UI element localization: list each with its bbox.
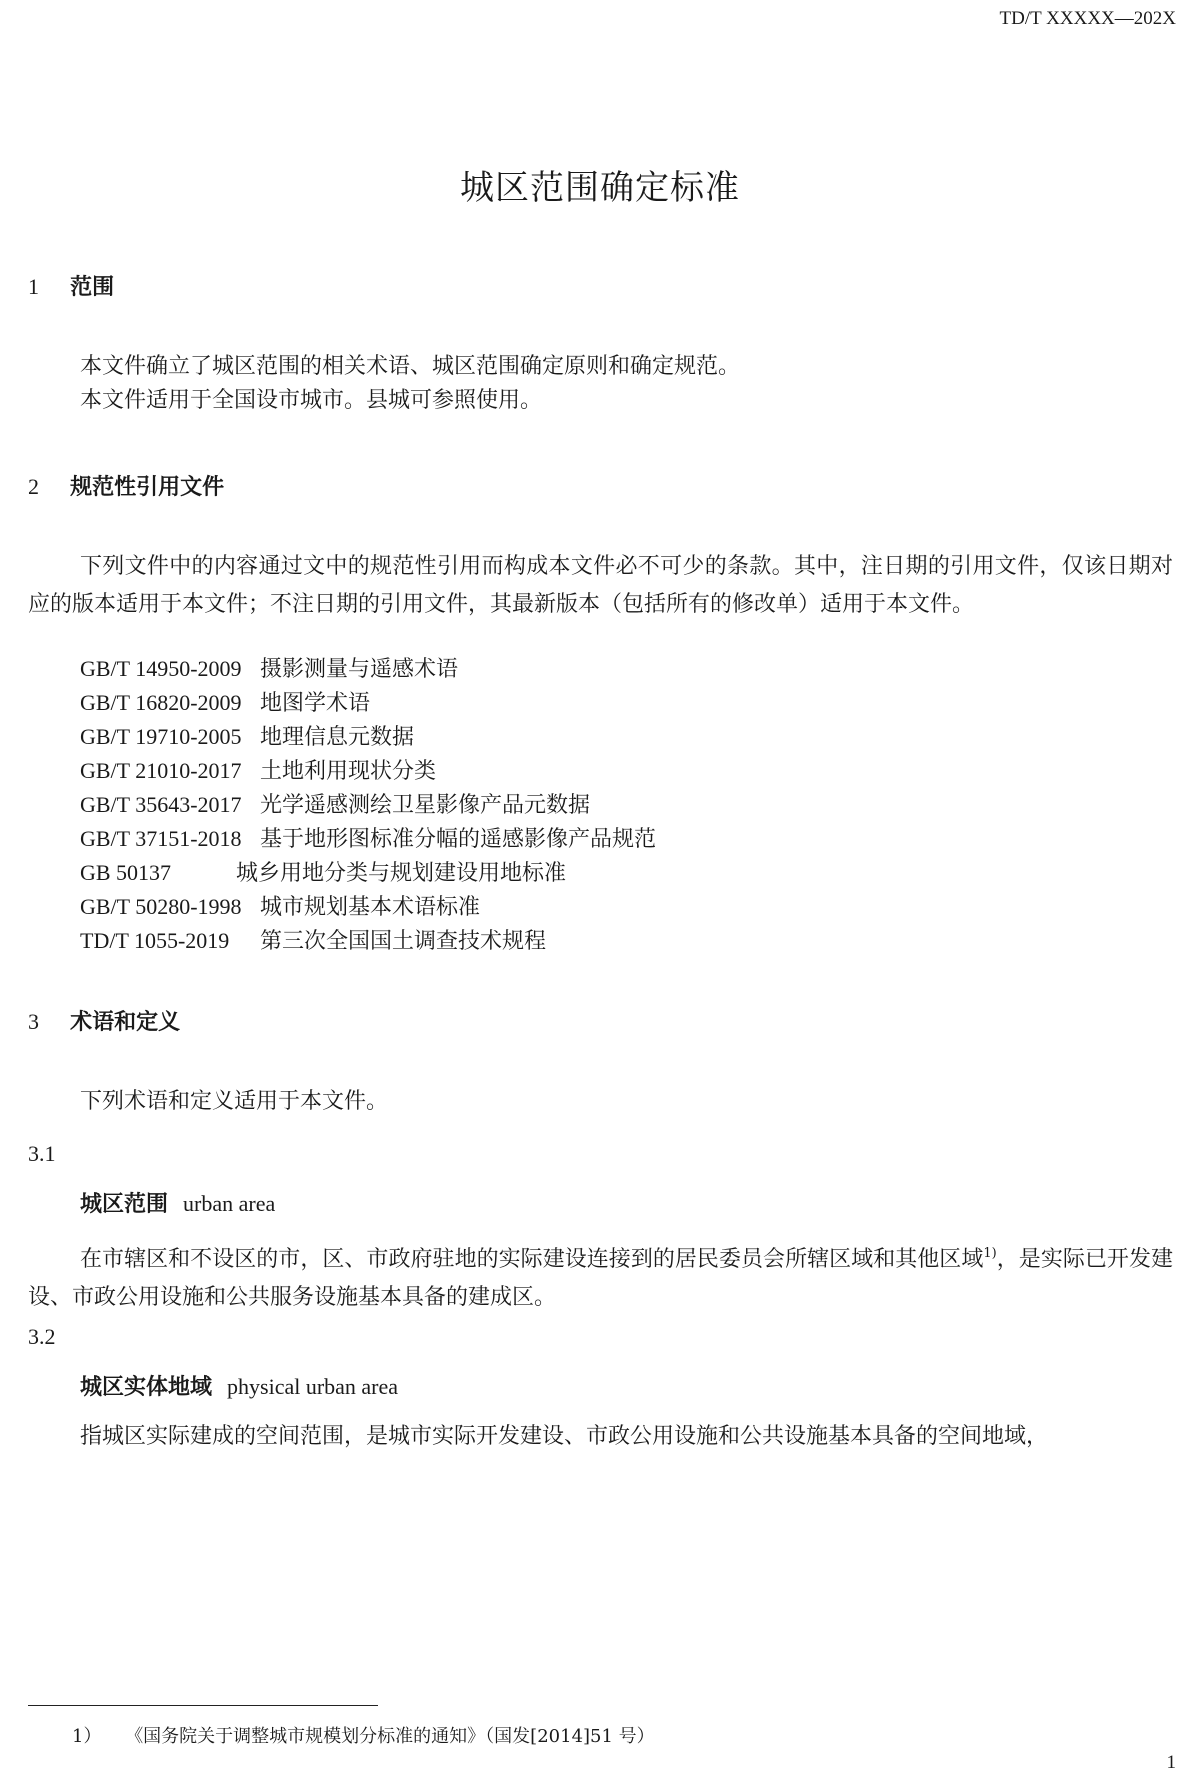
reference-name: 光学遥感测绘卫星影像产品元数据: [260, 793, 591, 818]
reference-name: 第三次全国国土调查技术规程: [260, 929, 547, 954]
reference-code: GB/T 14950-2009: [80, 656, 242, 681]
page-number: 1: [1166, 1752, 1176, 1773]
paragraph: 本文件确立了城区范围的相关术语、城区范围确定原则和确定规范。: [80, 354, 741, 379]
definition-text: 在市辖区和不设区的市，区、市政府驻地的实际建设连接到的居民委员会所辖区域和其他区域: [80, 1247, 984, 1272]
reference-code: GB/T 16820-2009: [80, 690, 242, 715]
term-heading: [80, 1185, 275, 1224]
footnote: [72, 1722, 655, 1748]
paragraph: 本文件适用于全国设市城市。县城可参照使用。: [80, 388, 543, 413]
reference-name: 基于地形图标准分幅的遥感影像产品规范: [260, 827, 657, 852]
reference-code: GB/T 50280-1998: [80, 894, 242, 919]
section-number: 2: [28, 474, 39, 499]
footnote-text: 《国务院关于调整城市规模划分标准的通知》（国发[2014]51 号）: [125, 1726, 655, 1747]
reference-item: [80, 856, 566, 887]
term-definition: [28, 1235, 1173, 1317]
paragraph: 下列文件中的内容通过文中的规范性引用而构成本文件必不可少的条款。其中，注日期的引用文件，仅该日期对应的版本适用于本文件；不注日期的引用文件，其最新版本（包括所有的修改单）适用于本文件。: [28, 554, 1173, 617]
footnote-mark: 1）: [72, 1726, 102, 1747]
footnote-separator: [28, 1705, 378, 1706]
term-chinese: 城区范围: [80, 1192, 169, 1217]
reference-item: [80, 720, 414, 751]
section-number: 1: [28, 274, 39, 299]
reference-code: GB/T 21010-2017: [80, 758, 242, 783]
reference-name: 城乡用地分类与规划建设用地标准: [236, 861, 567, 886]
reference-code: TD/T 1055-2019: [80, 928, 230, 953]
reference-item: [80, 890, 480, 921]
reference-code: GB/T 37151-2018: [80, 826, 242, 851]
term-english: physical urban area: [227, 1374, 399, 1399]
reference-item: [80, 652, 458, 683]
reference-name: 地图学术语: [260, 691, 371, 716]
term-chinese: 城区实体地域: [80, 1375, 213, 1400]
reference-name: 土地利用现状分类: [260, 759, 437, 784]
section-title: 术语和定义: [70, 1010, 181, 1035]
paragraph: 下列术语和定义适用于本文件。: [80, 1089, 389, 1114]
section-3-heading: [28, 1005, 180, 1036]
section-1-heading: [28, 270, 114, 301]
reference-name: 城市规划基本术语标准: [260, 895, 481, 920]
section-number: 3: [28, 1009, 39, 1034]
section-2-heading: [28, 470, 224, 501]
reference-item: [80, 754, 436, 785]
section-title: 范围: [70, 275, 115, 300]
reference-name: 摄影测量与遥感术语: [260, 657, 459, 682]
term-definition: 指城区实际建成的空间范围，是城市实际开发建设、市政公用设施和公共设施基本具备的空间地域，: [80, 1424, 1049, 1449]
reference-item: [80, 788, 590, 819]
footnote-reference[interactable]: 1): [983, 1246, 997, 1261]
document-code: TD/T XXXXX—202X: [999, 8, 1176, 29]
reference-code: GB/T 19710-2005: [80, 724, 242, 749]
reference-item: [80, 686, 370, 717]
page-title: 城区范围确定标准: [460, 168, 740, 208]
reference-code: GB 50137: [80, 860, 172, 885]
section-title: 规范性引用文件: [70, 475, 225, 500]
reference-item: [80, 822, 656, 853]
clause-number: 3.1: [28, 1141, 56, 1166]
clause-number: 3.2: [28, 1324, 56, 1349]
reference-item: [80, 924, 546, 955]
reference-code: GB/T 35643-2017: [80, 792, 242, 817]
reference-name: 地理信息元数据: [260, 725, 415, 750]
term-heading: [80, 1368, 398, 1407]
definition-text: ，是实际已开发建设、市政公用设施和公共服务设施基本具备的建成区。: [28, 1247, 1173, 1310]
term-english: urban area: [183, 1191, 276, 1216]
